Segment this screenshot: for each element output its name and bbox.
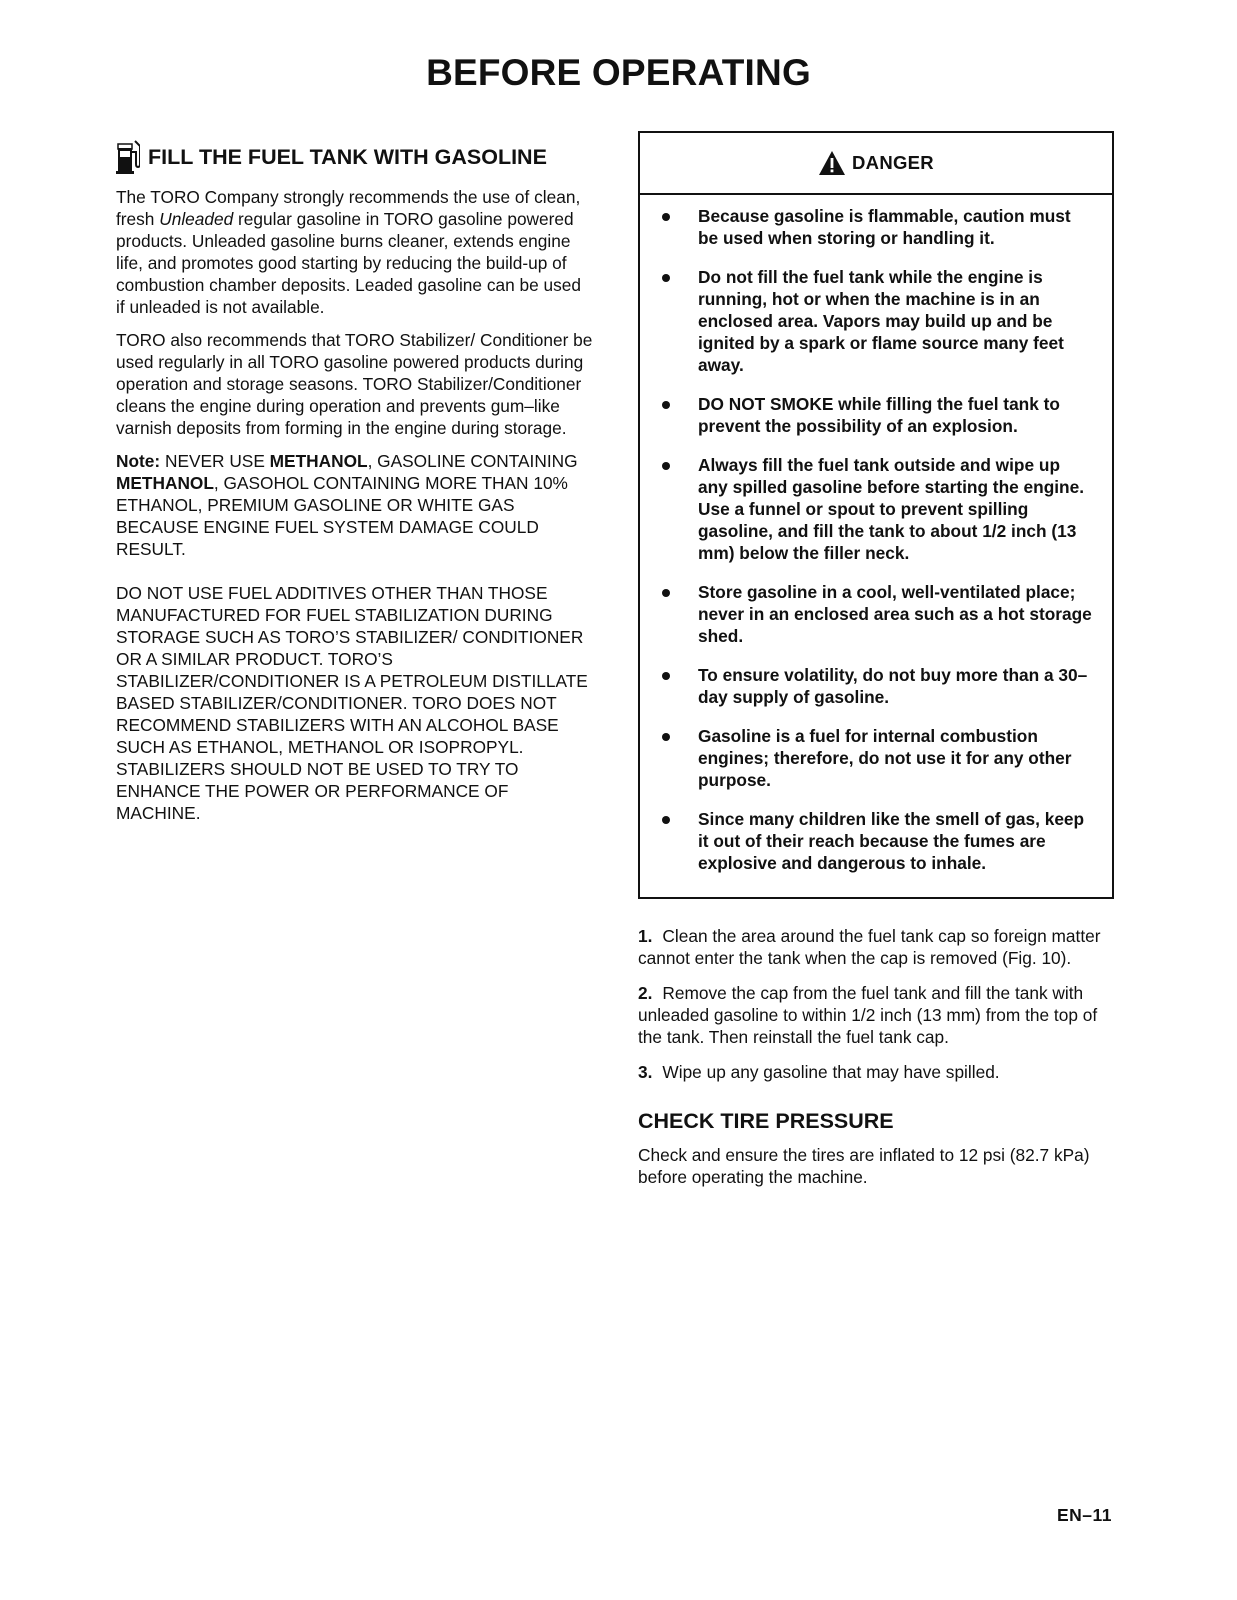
note-label: Note: — [116, 451, 161, 471]
danger-item-text: Gasoline is a fuel for internal combustion engines; therefore, do not use it for any other purpose. — [698, 726, 1072, 790]
bullet-icon — [662, 462, 670, 470]
danger-item-text: Since many children like the smell of gas, keep it out of their reach because the fumes are explosive and dangerous to inhale. — [698, 809, 1085, 873]
danger-item — [640, 808, 1112, 874]
tire-section-heading: CHECK TIRE PRESSURE — [638, 1109, 894, 1133]
step-text: Wipe up any gasoline that may have spilled. — [662, 1062, 1000, 1082]
warning-triangle-icon — [818, 150, 846, 176]
step-text: Remove the cap from the fuel tank and fill the tank with unleaded gasoline to within 1/2 inch (13 mm) from the top of the tank. Then reinstall the fuel tank cap. — [638, 983, 1098, 1047]
danger-item-text: To ensure volatility, do not buy more than a 30–day supply of gasoline. — [698, 665, 1088, 707]
step-number: 1. — [638, 926, 653, 946]
danger-item — [640, 205, 1112, 249]
fuel-paragraph-1 — [116, 186, 594, 318]
fuel-pump-icon — [116, 140, 140, 174]
danger-item-text: Store gasoline in a cool, well-ventilated place; never in an enclosed area such as a hot storage shed. — [698, 582, 1092, 646]
danger-item-text: Because gasoline is flammable, caution must be used when storing or handling it. — [698, 206, 1071, 248]
danger-item — [640, 725, 1112, 791]
note-part-c: , GASOLINE CONTAINING — [367, 451, 578, 471]
fuel-p1-part-a: The TORO Company strongly recommends the use of clean, fresh — [116, 187, 581, 229]
fueling-steps — [638, 925, 1114, 1083]
bullet-icon — [662, 213, 670, 221]
danger-header — [640, 133, 1112, 195]
fuel-paragraph-2: TORO also recommends that TORO Stabilizer/ Conditioner be used regularly in all TORO gasoline powered products during operation and storage seasons. TORO Stabilizer/Conditioner cleans the engine during operation and prevents gum–like varnish deposits from forming in the engine during storage. — [116, 330, 593, 438]
danger-item-text: Do not fill the fuel tank while the engine is running, hot or when the machine is in an enclosed area. Vapors may build up and be ignited by a spark or flame source many feet away. — [698, 267, 1064, 375]
bullet-icon — [662, 733, 670, 741]
note-part-d: , GASOHOL CONTAINING MORE THAN 10% ETHANOL, PREMIUM GASOLINE OR WHITE GAS BECAUSE ENGINE FUEL SYSTEM DAMAGE COULD RESULT. — [116, 473, 568, 559]
bullet-icon — [662, 589, 670, 597]
danger-list — [640, 195, 1112, 874]
step-item — [638, 1061, 1114, 1083]
danger-item — [640, 266, 1112, 376]
danger-item-text: DO NOT SMOKE while filling the fuel tank to prevent the possibility of an explosion. — [698, 394, 1060, 436]
fuel-note — [116, 450, 594, 560]
note-part-a: NEVER USE — [160, 451, 270, 471]
bullet-icon — [662, 672, 670, 680]
danger-item — [640, 581, 1112, 647]
bullet-icon — [662, 274, 670, 282]
bullet-icon — [662, 816, 670, 824]
step-item — [638, 982, 1114, 1048]
note-bold-methanol-1: METHANOL — [269, 451, 368, 471]
fuel-section-heading — [116, 140, 594, 174]
danger-item — [640, 393, 1112, 437]
page-number: EN–11 — [1056, 1505, 1112, 1525]
step-text: Clean the area around the fuel tank cap so foreign matter cannot enter the tank when the cap is removed (Fig. 10). — [638, 926, 1101, 968]
fuel-section — [116, 140, 594, 835]
fuel-p1-part-b: regular gasoline in TORO gasoline powered products. Unleaded gasoline burns cleaner, extends engine life, and promotes good starting by reducing the build-up of combustion chamber deposits. Leaded gasoline can be used if unleaded is not available. — [116, 209, 581, 317]
right-column — [638, 131, 1114, 1199]
danger-item — [640, 454, 1112, 564]
fuel-additives-paragraph: DO NOT USE FUEL ADDITIVES OTHER THAN THOSE MANUFACTURED FOR FUEL STABILIZATION DURING STORAGE SUCH AS TORO’S STABILIZER/ CONDITIONER OR A SIMILAR PRODUCT. TORO’S STABILIZER/CONDITIONER IS A PETROLEUM DISTILLATE BASED STABILIZER/CONDITIONER. TORO DOES NOT RECOMMEND STABILIZERS WITH AN ALCOHOL BASE SUCH AS ETHANOL, METHANOL OR ISOPROPYL. STABILIZERS SHOULD NOT BE USED TO TRY TO ENHANCE THE POWER OR PERFORMANCE OF MACHINE. — [116, 583, 588, 823]
danger-item — [640, 664, 1112, 708]
step-number: 3. — [638, 1062, 653, 1082]
danger-item-text: Always fill the fuel tank outside and wipe up any spilled gasoline before starting the engine. Use a funnel or spout to prevent spilling gasoline, and fill the tank to about 1/2 inch (13 mm) below the filler neck. — [698, 455, 1085, 563]
fuel-p1-emphasis: Unleaded — [159, 209, 234, 229]
page-title: BEFORE OPERATING — [426, 52, 811, 93]
step-number: 2. — [638, 983, 653, 1003]
bullet-icon — [662, 401, 670, 409]
fuel-section-heading-text: FILL THE FUEL TANK WITH GASOLINE — [148, 144, 547, 169]
note-bold-methanol-2: METHANOL — [116, 473, 214, 493]
danger-box — [638, 131, 1114, 899]
tire-section-text: Check and ensure the tires are inflated to 12 psi (82.7 kPa) before operating the machine. — [638, 1145, 1090, 1187]
step-item — [638, 925, 1114, 969]
danger-label: DANGER — [852, 152, 934, 173]
